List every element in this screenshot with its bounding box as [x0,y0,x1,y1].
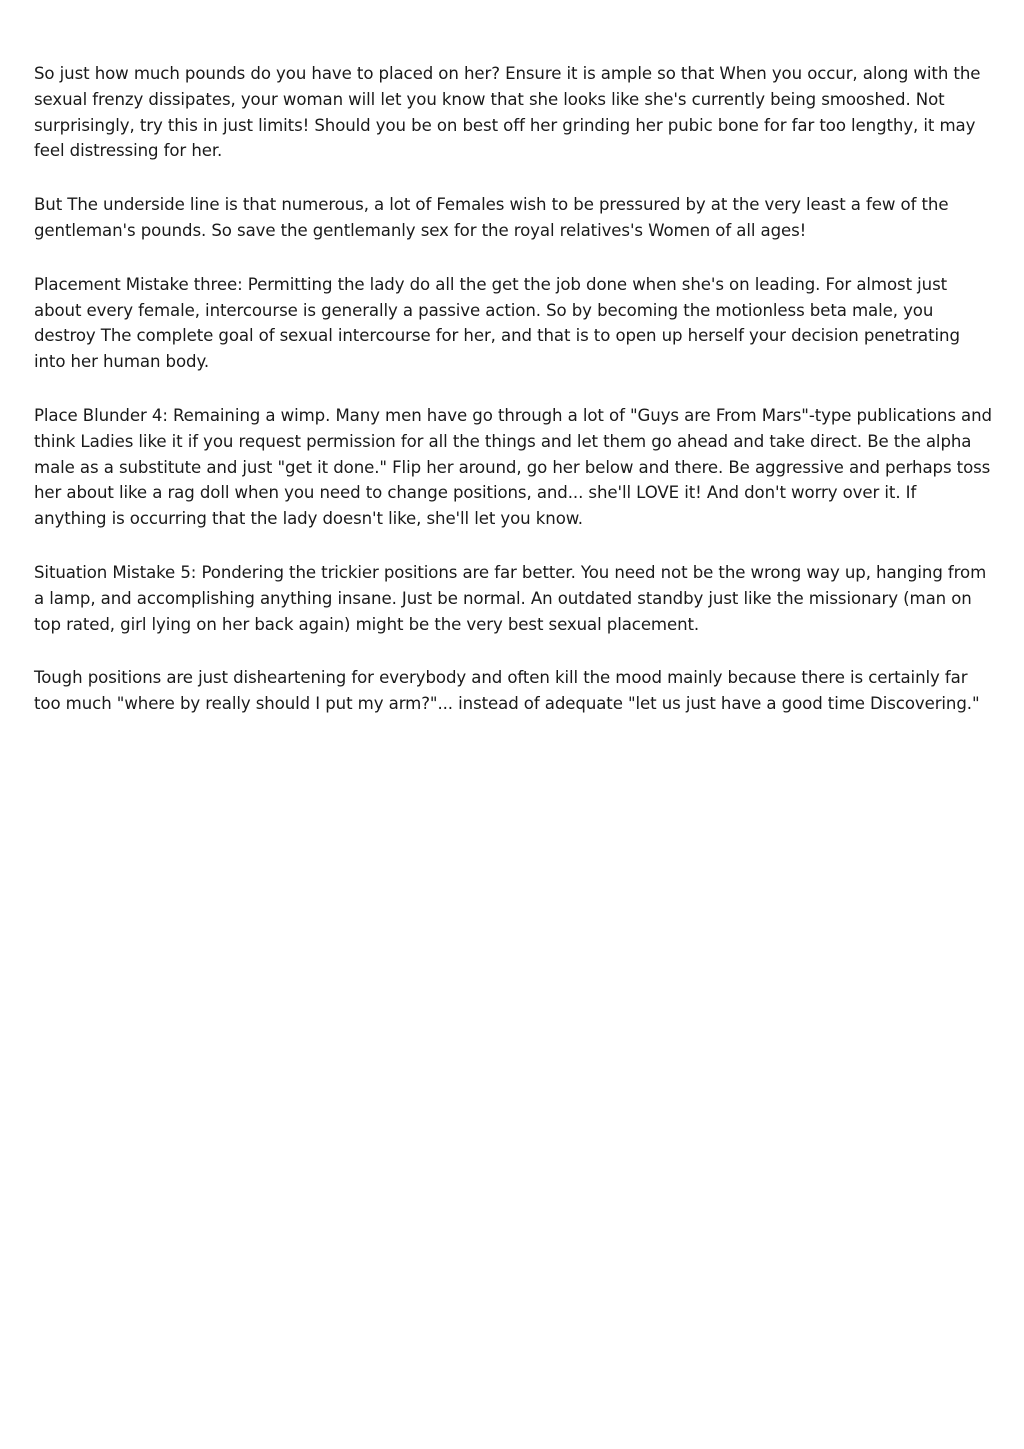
paragraph-2: But The underside line is that numerous, a lot of Females wish to be pressured by at the very least a few of the gentleman's pounds. So save the gentlemanly sex for the royal relatives's Women of all ages! [34,195,949,240]
paragraph-4: Place Blunder 4: Remaining a wimp. Many men have go through a lot of "Guys are From Mars"-type publications and think Ladies like it if you request permission for all the things and let them go ahead and take direct. Be the alpha male as a substitute and just "get it done." Flip her around, go her below and there. Be aggressive and perhaps toss her about like a rag doll when you need to change positions, and... she'll LOVE it! And don't worry over it. If anything is occurring that the lady doesn't like, she'll let you know. [34,405,992,529]
paragraph-6: Tough positions are just disheartening for everybody and often kill the mood mainly because there is certainly far too much "where by really should I put my arm?"... instead of adequate "let us just have a good time Discovering." [34,668,980,714]
paragraph-3: Placement Mistake three: Permitting the lady do all the get the job done when she's on leading. For almost just about every female, intercourse is generally a passive action. So by becoming the motionless beta male, you destroy The complete goal of sexual intercourse for her, and that is to open up herself your decision penetrating into her human body. [34,274,960,372]
paragraph-1: So just how much pounds do you have to placed on her? Ensure it is ample so that When you occur, along with the sexual frenzy dissipates, your woman will let you know that she looks like she's currently being smooshed. Not surprisingly, try this in just limits! Should you be on best off her grinding her pubic bone for far too lengthy, it may feel distressing for her. [34,64,981,161]
paragraph-5: Situation Mistake 5: Pondering the trickier positions are far better. You need not be the wrong way up, hanging from a lamp, and accomplishing anything insane. Just be normal. An outdated standby just like the missionary (man on top rated, girl lying on her back again) might be the very best sexual placement. [34,562,987,634]
document-body [34,61,992,745]
